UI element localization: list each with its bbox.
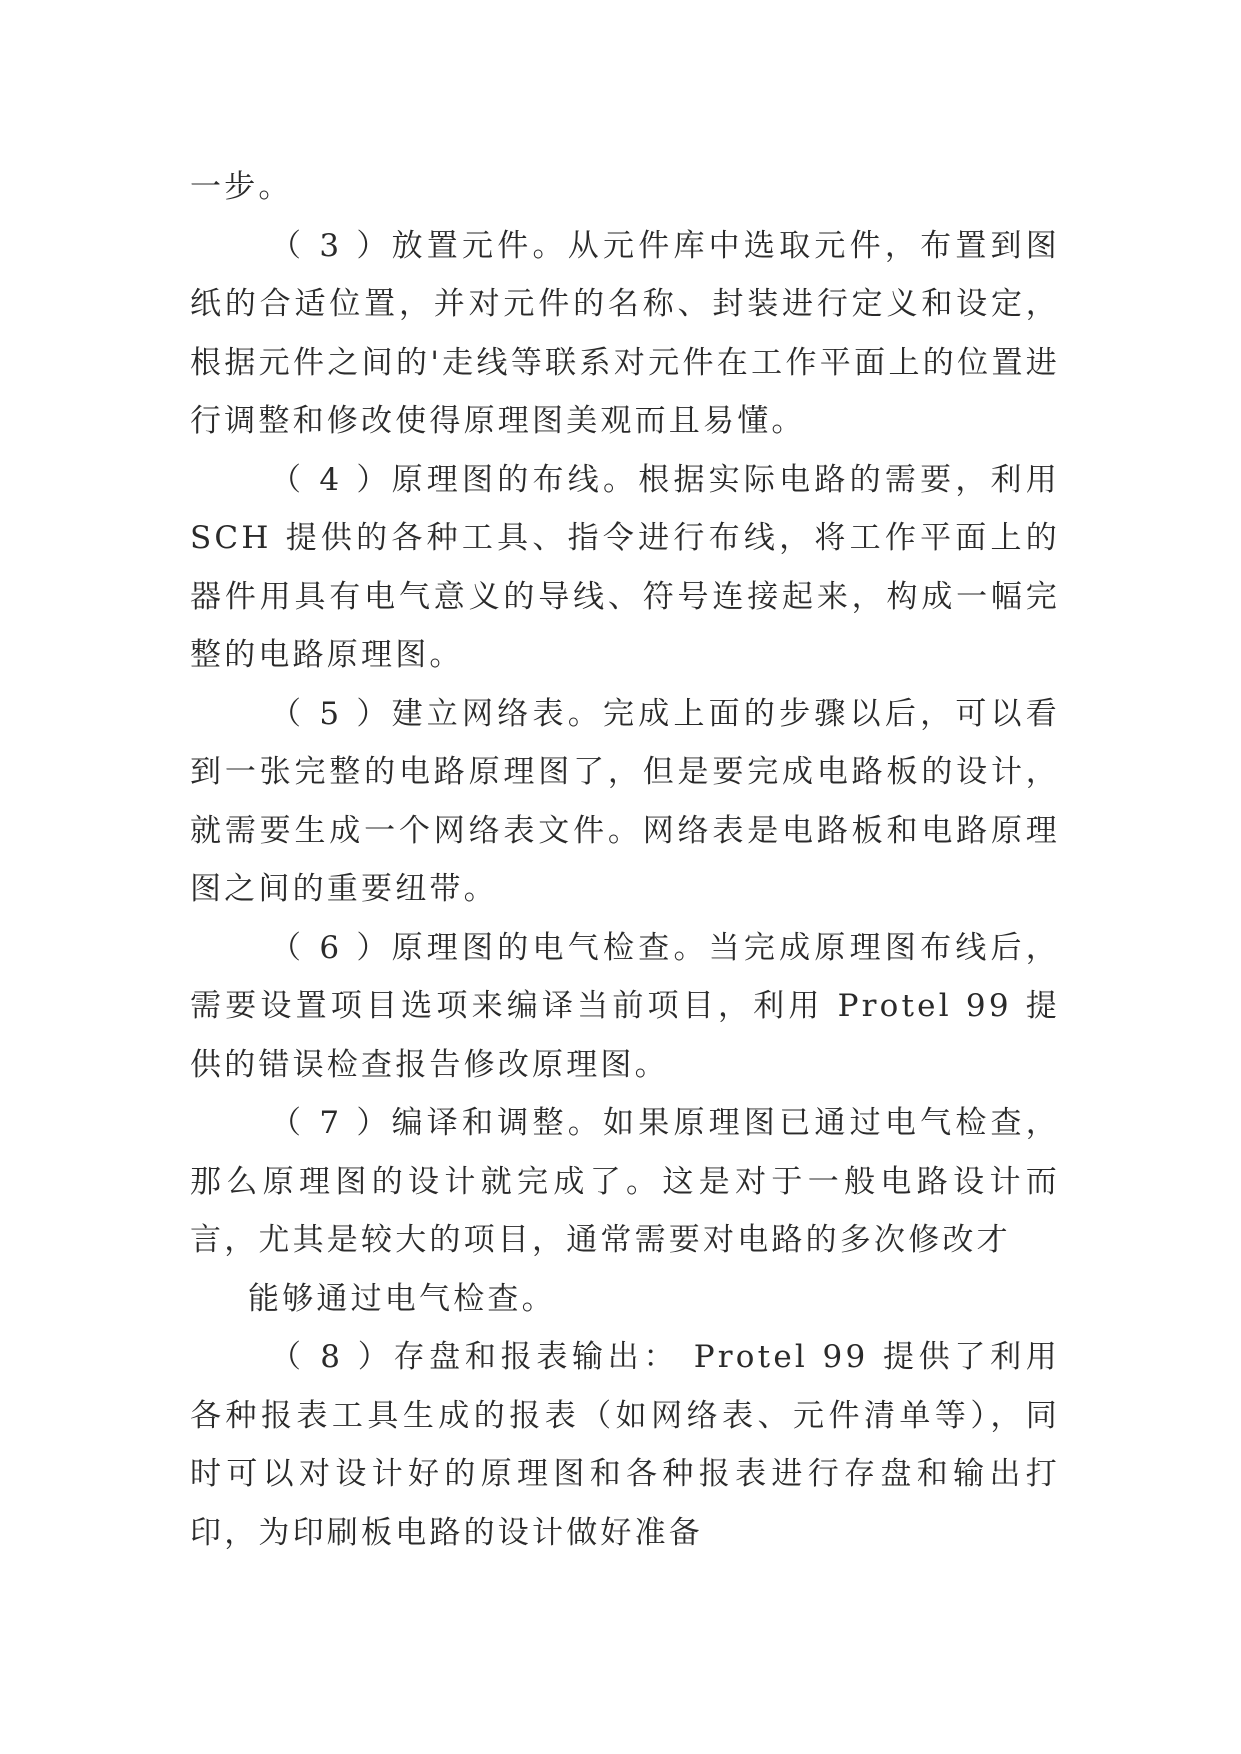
paragraph-step-6: （ 6 ）原理图的电气检查。当完成原理图布线后，需要设置项目选项来编译当前项目，利用 Protel 99 提供的错误检查报告修改原理图。 <box>190 929 1060 1083</box>
paragraph-step-8: （ 8 ）存盘和报表输出： Protel 99 提供了利用各种报表工具生成的报表（如网络表、元件清单等），同时可以对设计好的原理图和各种报表进行存盘和输出打印，为印刷板电路的设计做好准备 <box>190 1339 1060 1551</box>
paragraph-continuation: 一步。 <box>190 169 293 205</box>
paragraph-step-4: （ 4 ）原理图的布线。根据实际电路的需要，利用 SCH 提供的各种工具、指令进行布线，将工作平面上的器件用具有电气意义的导线、符号连接起来，构成一幅完整的电路原理图。 <box>190 461 1060 673</box>
paragraph-step-5: （ 5 ）建立网络表。完成上面的步骤以后，可以看到一张完整的电路原理图了，但是要完成电路板的设计，就需要生成一个网络表文件。网络表是电路板和电路原理图之间的重要纽带。 <box>190 695 1060 907</box>
document-page <box>190 158 1060 1562</box>
paragraph-step-7: （ 7 ）编译和调整。如果原理图已通过电气检查，那么原理图的设计就完成了。这是对于一般电路设计而言，尤其是较大的项目，通常需要对电路的多次修改才 <box>190 1105 1060 1258</box>
paragraph-step-7-tail: 能够通过电气检查。 <box>248 1280 556 1317</box>
paragraph-step-3: （ 3 ）放置元件。从元件库中选取元件，布置到图纸的合适位置，并对元件的名称、封装进行定义和设定，根据元件之间的'走线等联系对元件在工作平面上的位置进行调整和修改使得原理图美观而且易懂。 <box>190 227 1060 439</box>
